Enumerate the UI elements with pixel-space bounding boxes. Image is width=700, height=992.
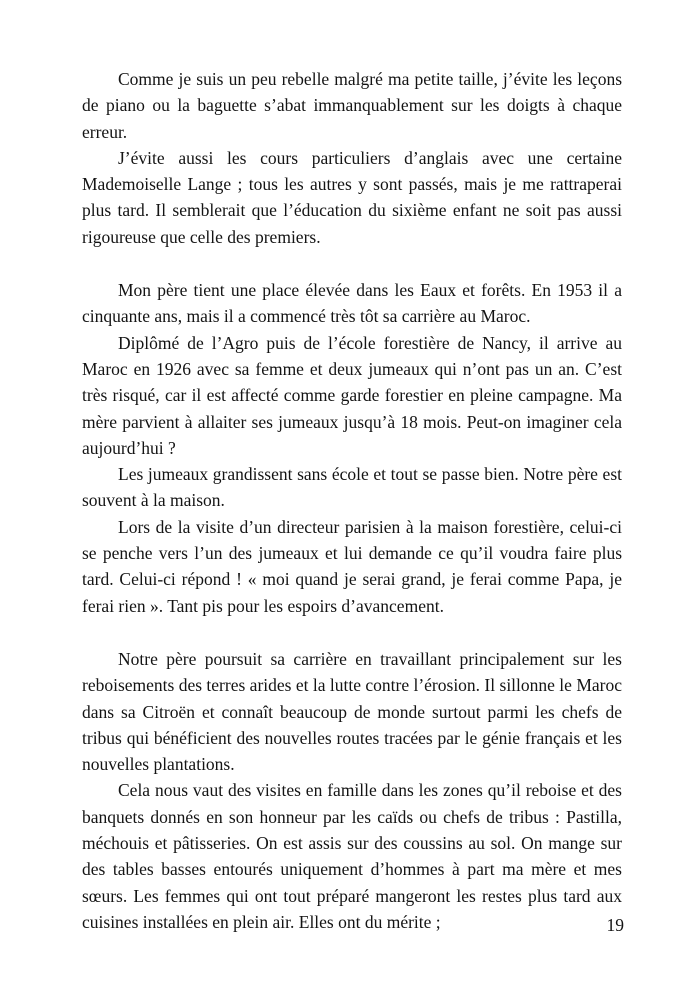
section-break [82, 250, 622, 277]
paragraph: Cela nous vaut des visites en famille dans les zones qu’il reboise et des banquets donnés en son honneur par les caïds ou chefs de tribus : Pastilla, méchouis et pâtisseries. On est assis sur des coussins au sol. On mange sur des tables basses entourés uniquement d’hommes à part ma mère et mes sœurs. Les femmes qui ont tout préparé mangeront les restes plus tard aux cuisines installées en plein air. Elles ont du mérite ; [82, 780, 622, 932]
paragraph: Lors de la visite d’un directeur parisien à la maison forestière, celui-ci se penche vers l’un des jumeaux et lui demande ce qu’il voudra faire plus tard. Celui-ci répond ! « moi quand je serai grand, je ferai comme Papa, je ferai rien ». Tant pis pour les espoirs d’avancement. [82, 516, 622, 616]
section-1 [82, 66, 622, 250]
section-3 [82, 646, 622, 935]
paragraph: Diplômé de l’Agro puis de l’école forestière de Nancy, il arrive au Maroc en 1926 avec sa femme et deux jumeaux qui n’ont pas un an. C’est très risqué, car il est affecté comme garde forestier en pleine campagne. Ma mère parvient à allaiter ses jumeaux jusqu’à 18 mois. Peut-on imaginer cela aujourd’hui ? [82, 332, 622, 458]
section-2 [82, 277, 622, 619]
section-break [82, 619, 622, 646]
body-text [82, 66, 622, 935]
page-number: 19 [606, 915, 624, 935]
paragraph: J’évite aussi les cours particuliers d’anglais avec une certaine Mademoiselle Lange ; tous les autres y sont passés, mais je me rattraperai plus tard. Il semblerait que l’éducation du sixième enfant ne soit pas aussi rigoureuse que celle des premiers. [82, 147, 622, 247]
paragraph: Notre père poursuit sa carrière en travaillant principalement sur les reboisements des terres arides et la lutte contre l’érosion. Il sillonne le Maroc dans sa Citroën et connaît beaucoup de monde surtout parmi les chefs de tribus qui bénéficient des nouvelles routes tracées par le génie français et les nouvelles plantations. [82, 648, 622, 775]
paragraph: Comme je suis un peu rebelle malgré ma petite taille, j’évite les leçons de piano ou la baguette s’abat immanquablement sur les doigts à chaque erreur. [82, 69, 622, 142]
paragraph: Les jumeaux grandissent sans école et tout se passe bien. Notre père est souvent à la maison. [82, 464, 622, 511]
paragraph: Mon père tient une place élevée dans les Eaux et forêts. En 1953 il a cinquante ans, mais il a commencé très tôt sa carrière au Maroc. [82, 280, 622, 327]
